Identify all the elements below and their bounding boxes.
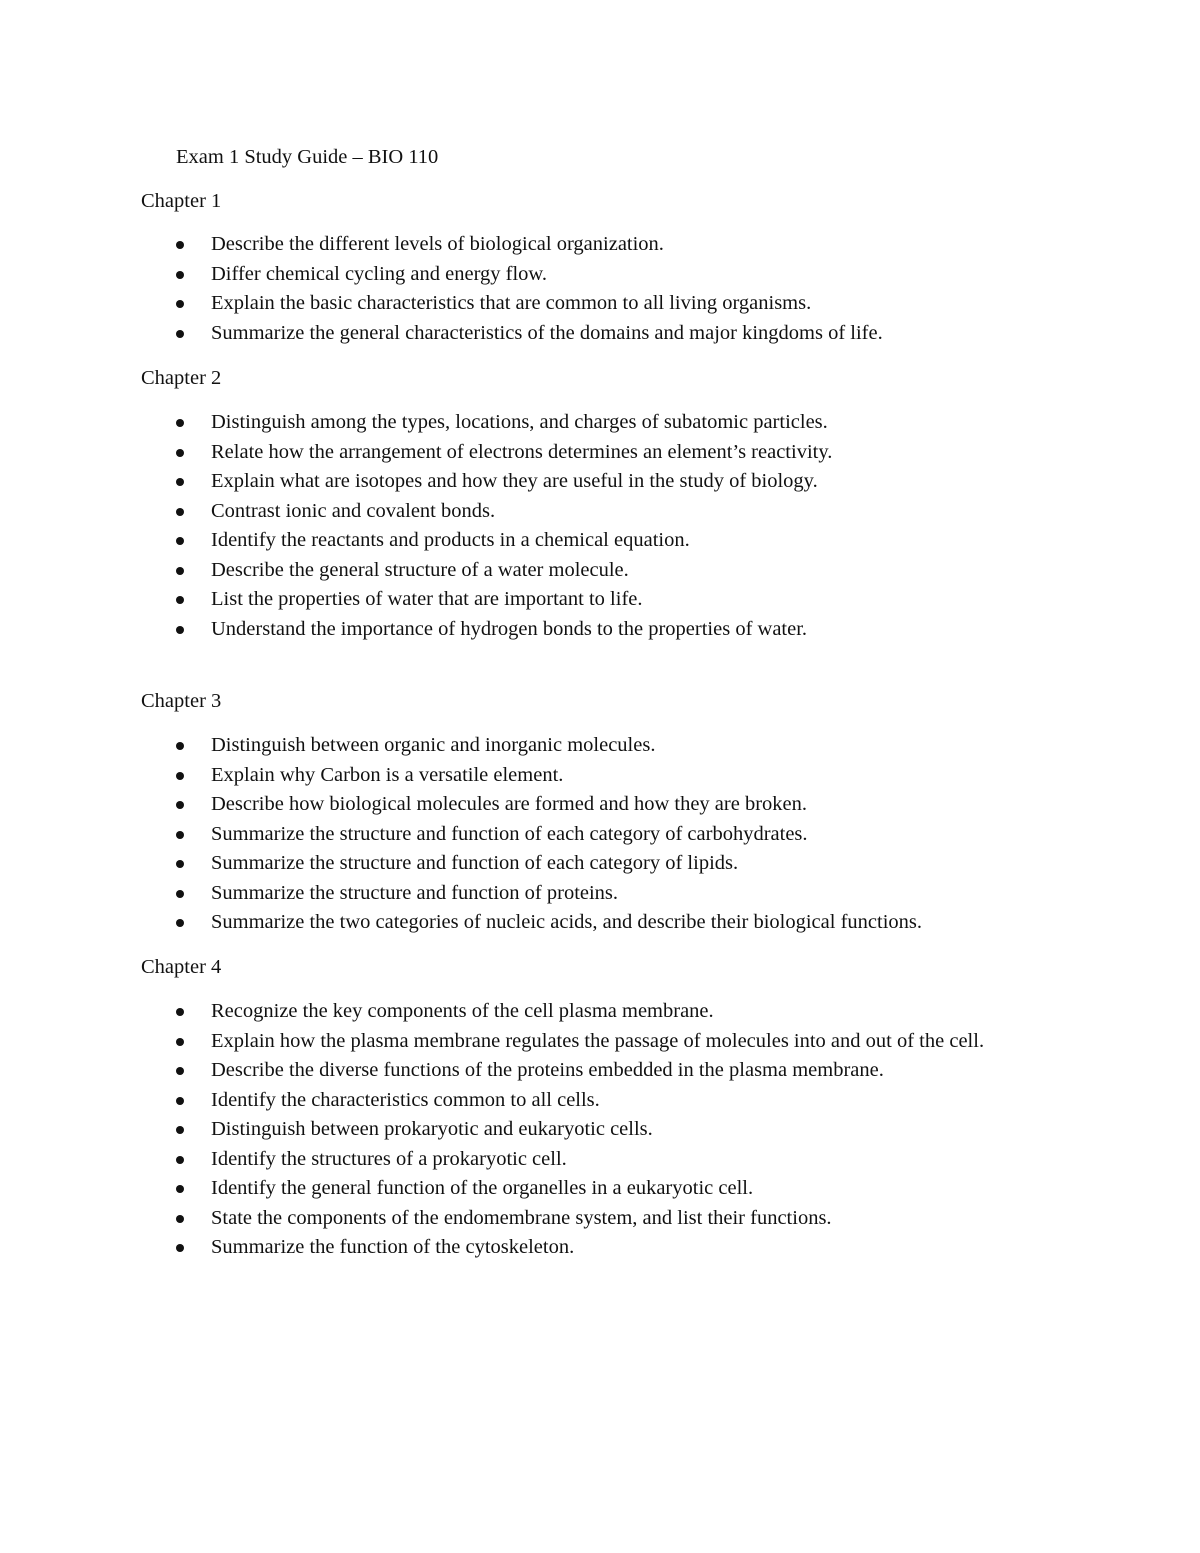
bullet-icon xyxy=(176,537,184,545)
list-item: Distinguish among the types, locations, and charges of subatomic particles. xyxy=(0,408,1071,438)
chapter-1-heading: Chapter 1 xyxy=(141,190,222,212)
bullet-icon xyxy=(176,300,184,308)
list-item: Summarize the structure and function of each category of carbohydrates. xyxy=(0,820,1071,850)
list-item: Identify the reactants and products in a chemical equation. xyxy=(0,526,1071,556)
bullet-icon xyxy=(176,241,184,249)
bullet-icon xyxy=(176,1156,184,1164)
list-item: Relate how the arrangement of electrons determines an element’s reactivity. xyxy=(0,438,1071,468)
bullet-icon xyxy=(176,801,184,809)
list-item: Describe the different levels of biological organization. xyxy=(0,230,1071,260)
list-item: List the properties of water that are important to life. xyxy=(0,585,1071,615)
list-item: Summarize the structure and function of proteins. xyxy=(0,879,1071,909)
list-item: Describe the general structure of a water molecule. xyxy=(0,556,1071,586)
bullet-icon xyxy=(176,1097,184,1105)
chapter-1-list xyxy=(0,230,1200,348)
list-item: Describe how biological molecules are formed and how they are broken. xyxy=(0,790,1071,820)
chapter-4-heading: Chapter 4 xyxy=(141,956,222,978)
list-item: Identify the general function of the organelles in a eukaryotic cell. xyxy=(0,1174,1071,1204)
chapter-3-heading: Chapter 3 xyxy=(141,690,222,712)
list-item: Explain the basic characteristics that are common to all living organisms. xyxy=(0,289,1071,319)
bullet-icon xyxy=(176,419,184,427)
list-item: Differ chemical cycling and energy flow. xyxy=(0,260,1071,290)
bullet-icon xyxy=(176,330,184,338)
chapter-2-heading: Chapter 2 xyxy=(141,367,222,389)
document-title: Exam 1 Study Guide – BIO 110 xyxy=(176,146,439,168)
list-item: Explain how the plasma membrane regulates the passage of molecules into and out of the cell. xyxy=(0,1027,1071,1057)
bullet-icon xyxy=(176,271,184,279)
list-item: Explain why Carbon is a versatile element. xyxy=(0,761,1071,791)
bullet-icon xyxy=(176,772,184,780)
list-item: Explain what are isotopes and how they are useful in the study of biology. xyxy=(0,467,1071,497)
list-item: Summarize the general characteristics of the domains and major kingdoms of life. xyxy=(0,319,1071,349)
chapter-3-list xyxy=(0,731,1200,938)
bullet-icon xyxy=(176,1185,184,1193)
list-item: Distinguish between prokaryotic and eukaryotic cells. xyxy=(0,1115,1071,1145)
bullet-icon xyxy=(176,478,184,486)
list-item: Describe the diverse functions of the proteins embedded in the plasma membrane. xyxy=(0,1056,1071,1086)
bullet-icon xyxy=(176,508,184,516)
bullet-icon xyxy=(176,831,184,839)
list-item: Summarize the two categories of nucleic acids, and describe their biological functions. xyxy=(0,908,1071,938)
chapter-4-list xyxy=(0,997,1200,1263)
bullet-icon xyxy=(176,1126,184,1134)
bullet-icon xyxy=(176,449,184,457)
bullet-icon xyxy=(176,860,184,868)
bullet-icon xyxy=(176,596,184,604)
bullet-icon xyxy=(176,890,184,898)
list-item: Distinguish between organic and inorganic molecules. xyxy=(0,731,1071,761)
bullet-icon xyxy=(176,1244,184,1252)
bullet-icon xyxy=(176,626,184,634)
list-item: Identify the structures of a prokaryotic cell. xyxy=(0,1145,1071,1175)
bullet-icon xyxy=(176,1215,184,1223)
bullet-icon xyxy=(176,1038,184,1046)
bullet-icon xyxy=(176,1067,184,1075)
bullet-icon xyxy=(176,1008,184,1016)
list-item: Summarize the structure and function of each category of lipids. xyxy=(0,849,1071,879)
list-item: Summarize the function of the cytoskeleton. xyxy=(0,1233,1071,1263)
bullet-icon xyxy=(176,919,184,927)
bullet-icon xyxy=(176,742,184,750)
list-item: Understand the importance of hydrogen bonds to the properties of water. xyxy=(0,615,1071,645)
bullet-icon xyxy=(176,567,184,575)
list-item: Recognize the key components of the cell plasma membrane. xyxy=(0,997,1071,1027)
list-item: State the components of the endomembrane system, and list their functions. xyxy=(0,1204,1071,1234)
list-item: Contrast ionic and covalent bonds. xyxy=(0,497,1071,527)
list-item: Identify the characteristics common to all cells. xyxy=(0,1086,1071,1116)
chapter-2-list xyxy=(0,408,1200,644)
